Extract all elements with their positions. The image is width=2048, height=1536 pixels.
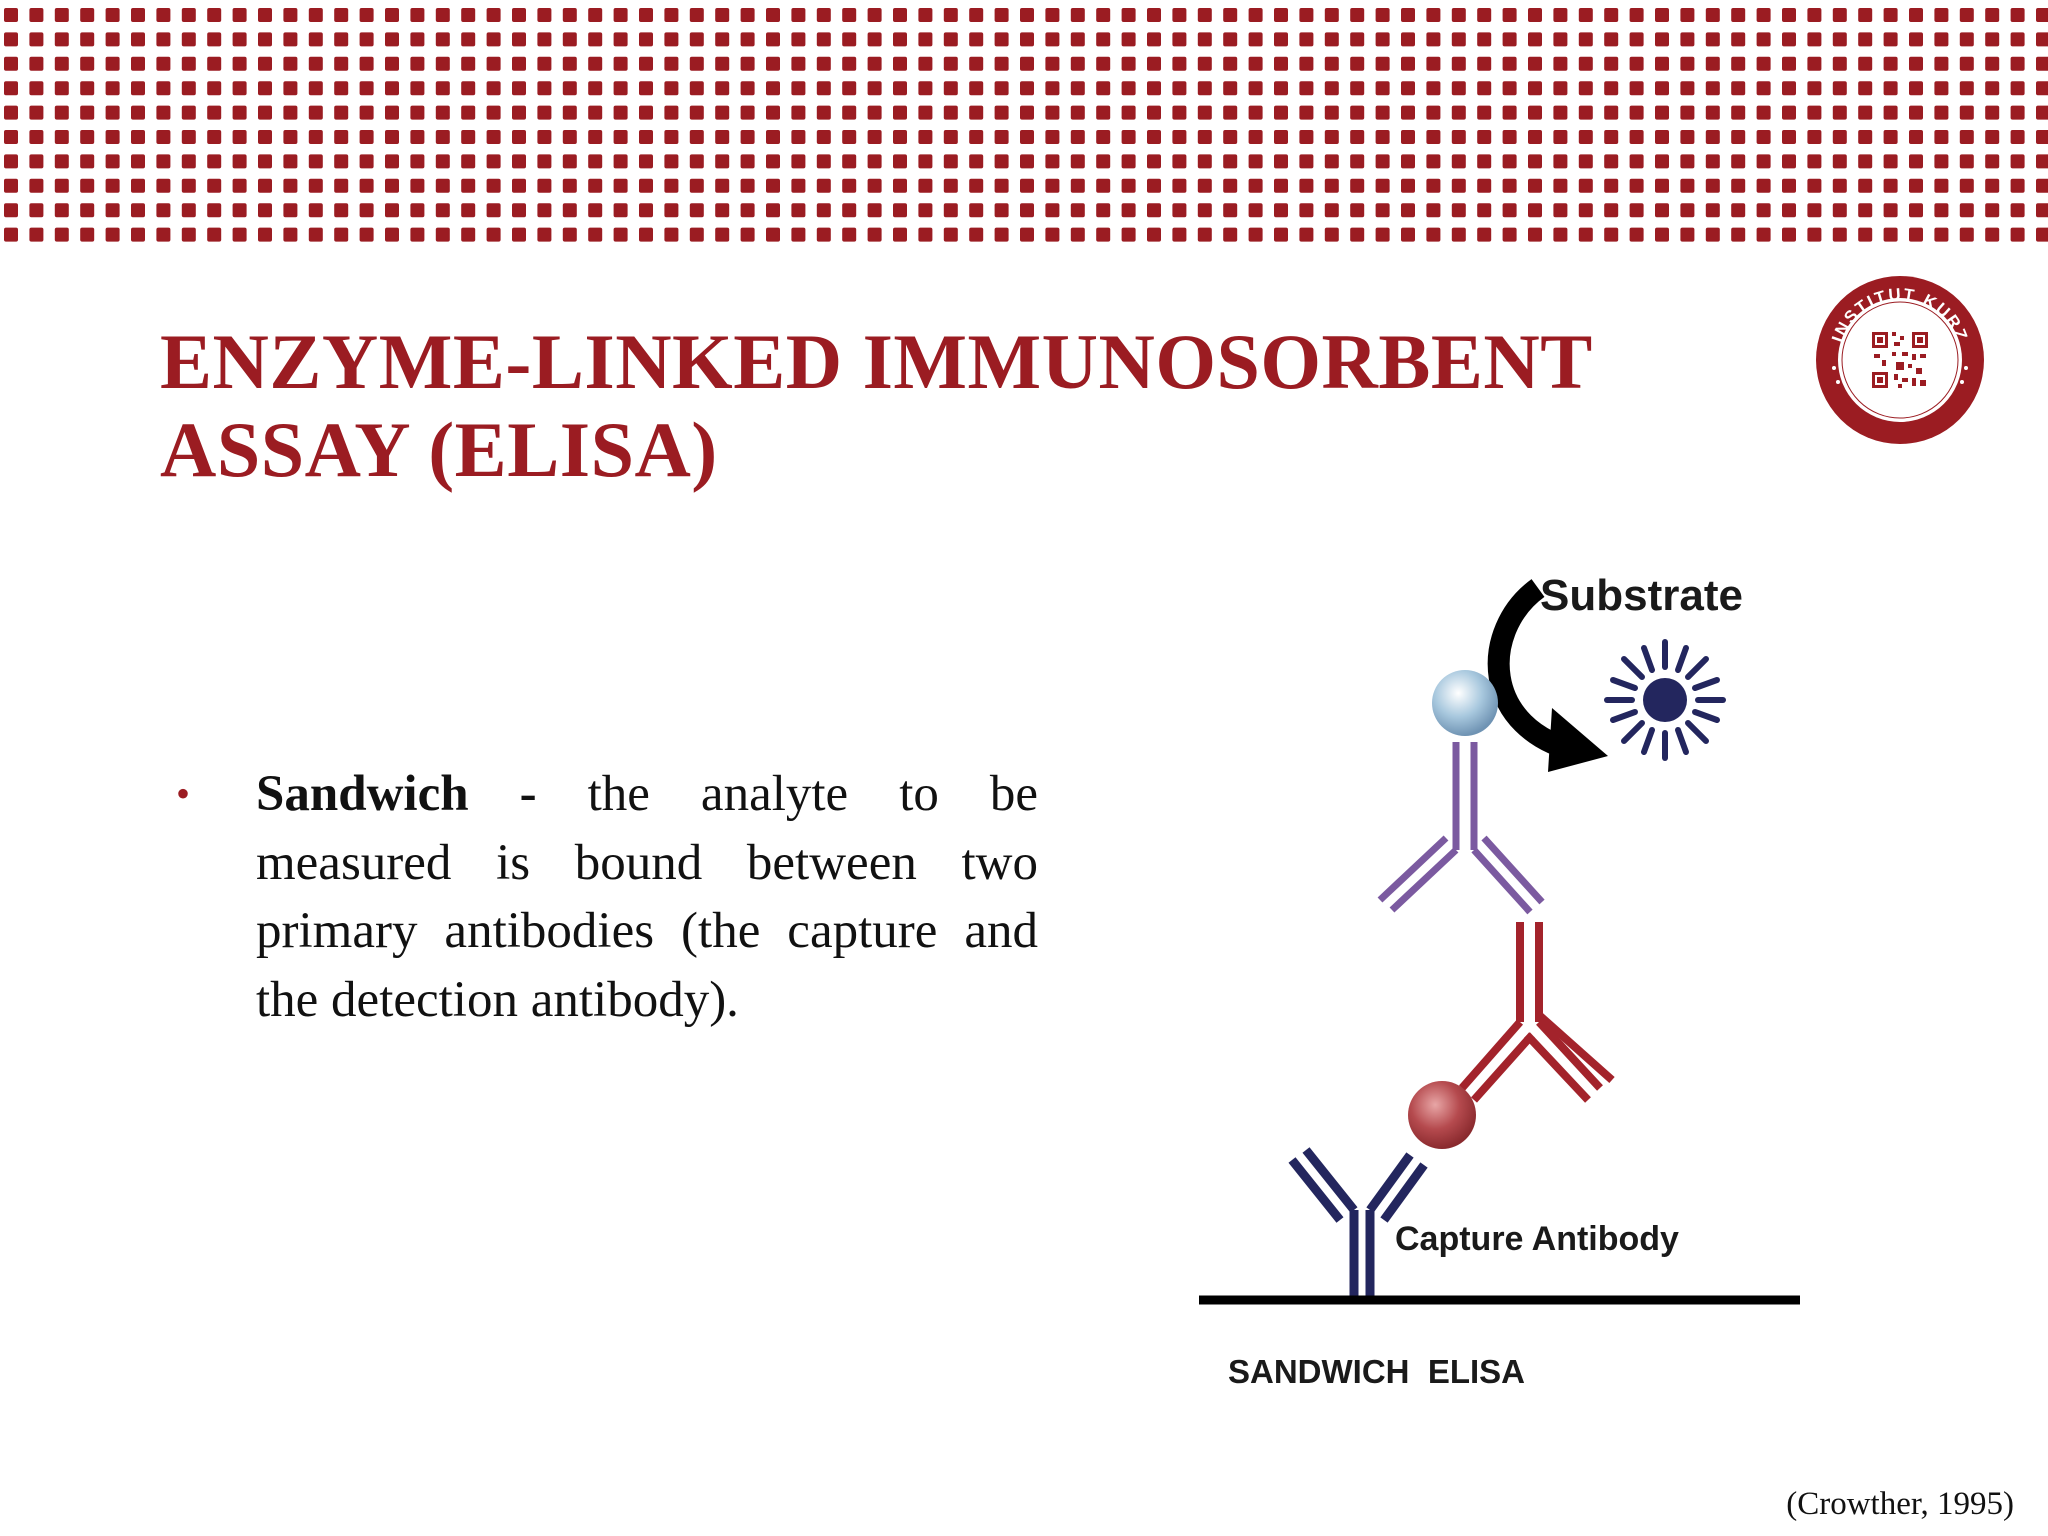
detection-antibody <box>1462 922 1612 1100</box>
substrate-core <box>1643 678 1687 722</box>
svg-text:INSTITUT KURZ: INSTITUT KURZ <box>1828 284 1972 345</box>
bullet-separator: - <box>519 766 537 822</box>
qr-code-icon <box>1870 330 1930 390</box>
title-line-1: ENZYME-LINKED IMMUNOSORBENT <box>160 318 1593 405</box>
analyte-sphere <box>1408 1081 1476 1149</box>
svg-text:Kontrollierte Qualität: Kontrollierte Qualität <box>1851 382 1949 417</box>
diagram-caption: SANDWICH ELISA <box>1228 1353 1525 1390</box>
secondary-antibody <box>1380 742 1542 912</box>
capture-antibody-label: Capture Antibody <box>1395 1220 1679 1258</box>
title-line-2: ASSAY (ELISA) <box>160 406 718 493</box>
substrate-label: Substrate <box>1540 571 1743 620</box>
arrow-head <box>1548 708 1608 772</box>
slide-title <box>160 318 1660 494</box>
bullet-marker: • <box>176 771 191 816</box>
sandwich-elisa-diagram <box>1180 560 1820 1420</box>
bullet-point <box>176 760 1038 1034</box>
institut-kurz-seal-logo <box>1812 272 1988 448</box>
bullet-description: the analyte to be measured is bound between two primary antibodies (the capture and the detection antibody). <box>256 766 1039 1028</box>
citation: (Crowther, 1995) <box>1786 1486 2014 1522</box>
enzyme-sphere <box>1432 670 1498 736</box>
dotted-header-band <box>0 0 2048 262</box>
bullet-term: Sandwich <box>256 766 469 822</box>
bullet-paragraph <box>256 760 1038 1034</box>
